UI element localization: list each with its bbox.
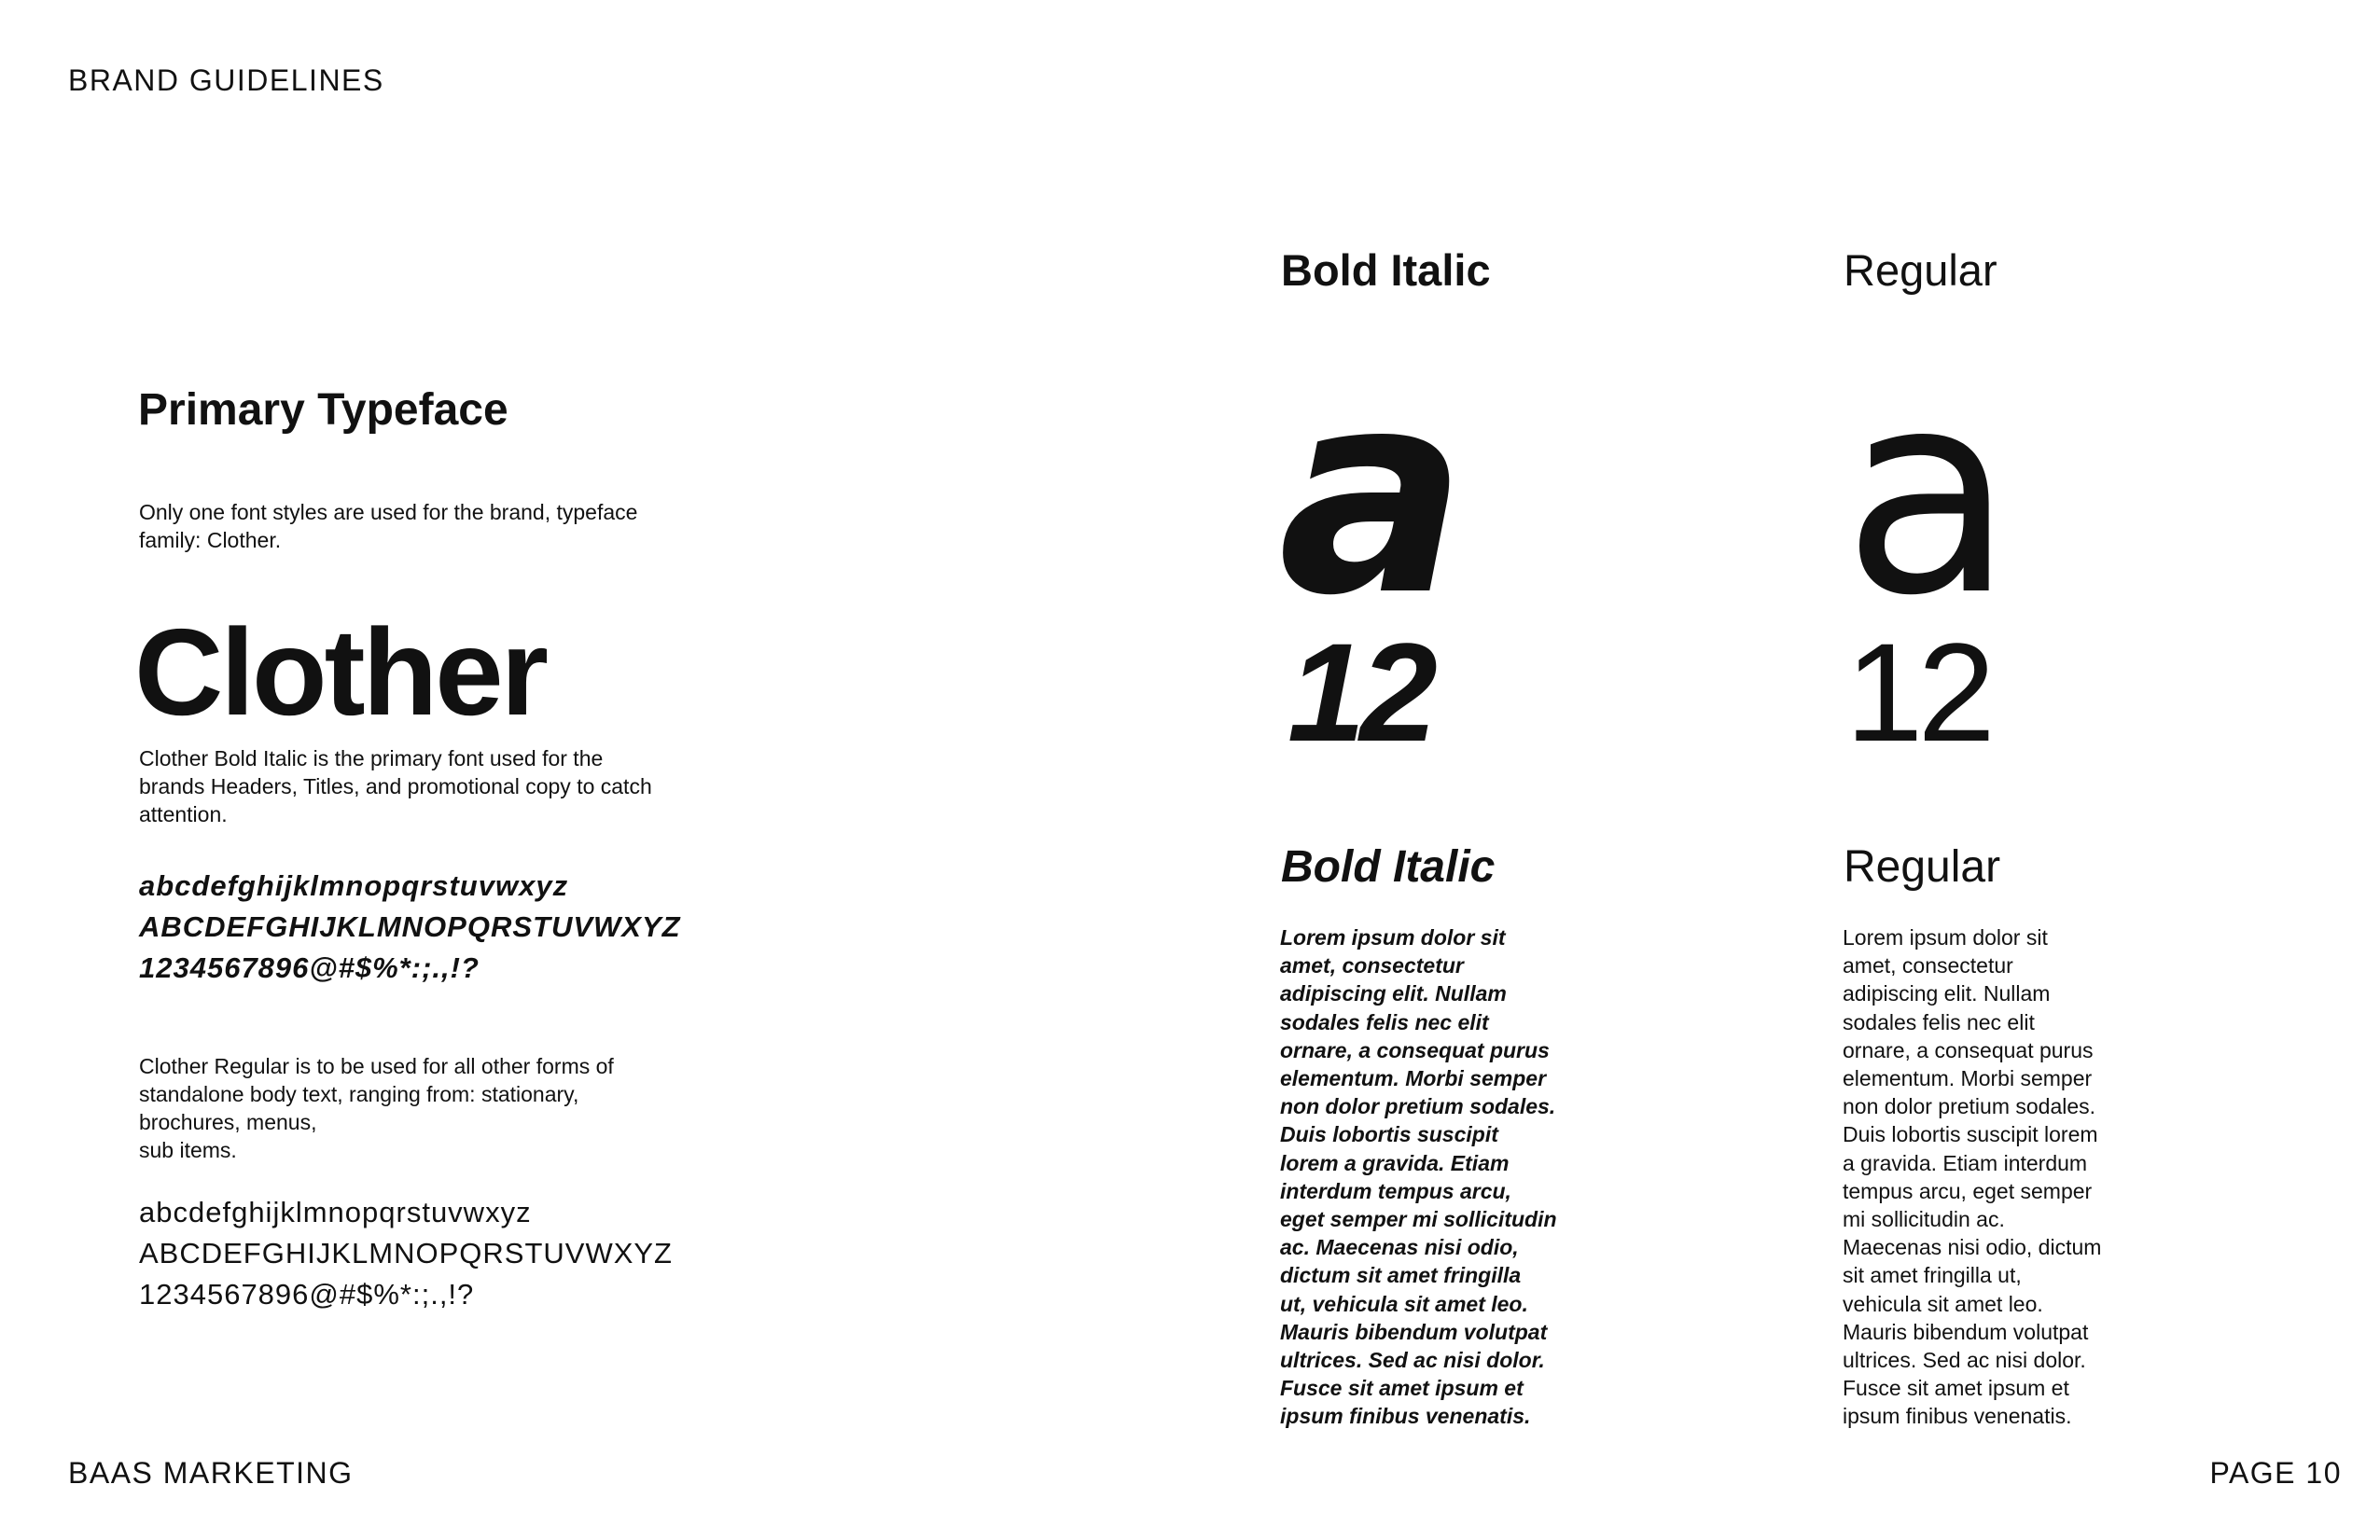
sample-text-line: amet, consectetur bbox=[1280, 953, 1464, 978]
regular-description-line: brochures, menus, bbox=[139, 1110, 317, 1134]
bold-italic-glyph-a: a bbox=[1278, 331, 1468, 657]
sample-text-line: ornare, a consequat purus bbox=[1280, 1037, 1550, 1062]
regular-heading: Regular bbox=[1844, 245, 1997, 295]
sample-text-line: Duis lobortis suscipit bbox=[1280, 1122, 1498, 1147]
sample-text-line: Duis lobortis suscipit lorem bbox=[1843, 1122, 2098, 1147]
intro-line: Only one font styles are used for the brand, typeface bbox=[139, 500, 638, 524]
footer-brand: BAAS MARKETING bbox=[68, 1456, 354, 1490]
sample-text-line: Fusce sit amet ipsum et bbox=[1843, 1376, 2069, 1401]
sample-text-line: ultrices. Sed ac nisi dolor. bbox=[1843, 1348, 2086, 1373]
font-name: Clother bbox=[134, 604, 546, 741]
sample-text-line: Mauris bibendum volutpat bbox=[1280, 1319, 1548, 1344]
sample-text-line: elementum. Morbi semper bbox=[1280, 1066, 1547, 1091]
specimen-uppercase: ABCDEFGHIJKLMNOPQRSTUVWXYZ bbox=[139, 1237, 673, 1269]
bold-italic-heading: Bold Italic bbox=[1281, 245, 1491, 295]
regular-specimen bbox=[139, 1192, 673, 1315]
specimen-uppercase: ABCDEFGHIJKLMNOPQRSTUVWXYZ bbox=[139, 910, 681, 943]
specimen-lowercase: abcdefghijklmnopqrstuvwxyz bbox=[139, 1196, 532, 1228]
regular-description-line: standalone body text, ranging from: stationary, bbox=[139, 1082, 579, 1106]
bold-description bbox=[139, 744, 745, 828]
sample-text-line: sit amet fringilla ut, bbox=[1843, 1263, 2022, 1288]
page-number: PAGE 10 bbox=[2209, 1456, 2342, 1490]
sample-text-line: ac. Maecenas nisi odio, bbox=[1280, 1235, 1519, 1260]
regular-numerals: 12 bbox=[1845, 614, 1990, 770]
sample-text-line: ut, vehicula sit amet leo. bbox=[1280, 1291, 1528, 1316]
regular-sample-text bbox=[1843, 923, 2141, 1431]
sample-text-line: ultrices. Sed ac nisi dolor. bbox=[1280, 1348, 1545, 1373]
sample-text-line: ipsum finibus venenatis. bbox=[1280, 1404, 1531, 1429]
sample-text-line: non dolor pretium sodales. bbox=[1843, 1094, 2096, 1119]
bold-italic-sample-text bbox=[1280, 923, 1579, 1431]
bold-description-line: attention. bbox=[139, 802, 228, 826]
regular-description-line: sub items. bbox=[139, 1138, 237, 1162]
intro-text bbox=[139, 498, 736, 554]
sample-text-line: adipiscing elit. Nullam bbox=[1280, 981, 1507, 1006]
sample-text-line: ipsum finibus venenatis. bbox=[1843, 1404, 2072, 1429]
sample-text-line: elementum. Morbi semper bbox=[1843, 1066, 2093, 1091]
sample-text-line: a gravida. Etiam interdum bbox=[1843, 1150, 2088, 1175]
sample-text-line: dictum sit amet fringilla bbox=[1280, 1263, 1522, 1288]
sample-text-line: amet, consectetur bbox=[1843, 953, 2013, 978]
specimen-numerals: 1234567896@#$%*:;.,!? bbox=[139, 1278, 475, 1311]
sample-text-line: Lorem ipsum dolor sit bbox=[1843, 925, 2048, 950]
bold-italic-label: Bold Italic bbox=[1281, 842, 1496, 892]
regular-description bbox=[139, 1052, 736, 1164]
sample-text-line: tempus arcu, eget semper bbox=[1843, 1178, 2093, 1203]
regular-label: Regular bbox=[1844, 842, 2001, 892]
sample-text-line: Fusce sit amet ipsum et bbox=[1280, 1376, 1524, 1401]
sample-text-line: lorem a gravida. Etiam bbox=[1280, 1150, 1510, 1175]
section-title: Primary Typeface bbox=[138, 385, 508, 435]
sample-text-line: adipiscing elit. Nullam bbox=[1843, 981, 2051, 1006]
sample-text-line: interdum tempus arcu, bbox=[1280, 1178, 1511, 1203]
bold-description-line: brands Headers, Titles, and promotional copy to catch bbox=[139, 774, 652, 798]
sample-text-line: ornare, a consequat purus bbox=[1843, 1037, 2094, 1062]
sample-text-line: Mauris bibendum volutpat bbox=[1843, 1319, 2089, 1344]
bold-italic-specimen bbox=[139, 866, 681, 989]
sample-text-line: mi sollicitudin ac. bbox=[1843, 1207, 2005, 1232]
sample-text-line: non dolor pretium sodales. bbox=[1280, 1094, 1556, 1119]
intro-line: family: Clother. bbox=[139, 528, 282, 552]
bold-italic-numerals: 12 bbox=[1287, 614, 1432, 770]
sample-text-line: sodales felis nec elit bbox=[1843, 1009, 2035, 1034]
sample-text-line: sodales felis nec elit bbox=[1280, 1009, 1489, 1034]
sample-text-line: Lorem ipsum dolor sit bbox=[1280, 925, 1506, 950]
header-title: BRAND GUIDELINES bbox=[68, 63, 384, 97]
specimen-numerals: 1234567896@#$%*:;.,!? bbox=[139, 951, 480, 984]
regular-glyph-a: a bbox=[1843, 331, 2014, 657]
bold-description-line: Clother Bold Italic is the primary font used for the bbox=[139, 746, 604, 770]
sample-text-line: Maecenas nisi odio, dictum bbox=[1843, 1235, 2102, 1260]
sample-text-line: vehicula sit amet leo. bbox=[1843, 1291, 2043, 1316]
regular-description-line: Clother Regular is to be used for all other forms of bbox=[139, 1054, 614, 1078]
sample-text-line: eget semper mi sollicitudin bbox=[1280, 1207, 1557, 1232]
specimen-lowercase: abcdefghijklmnopqrstuvwxyz bbox=[139, 869, 569, 902]
